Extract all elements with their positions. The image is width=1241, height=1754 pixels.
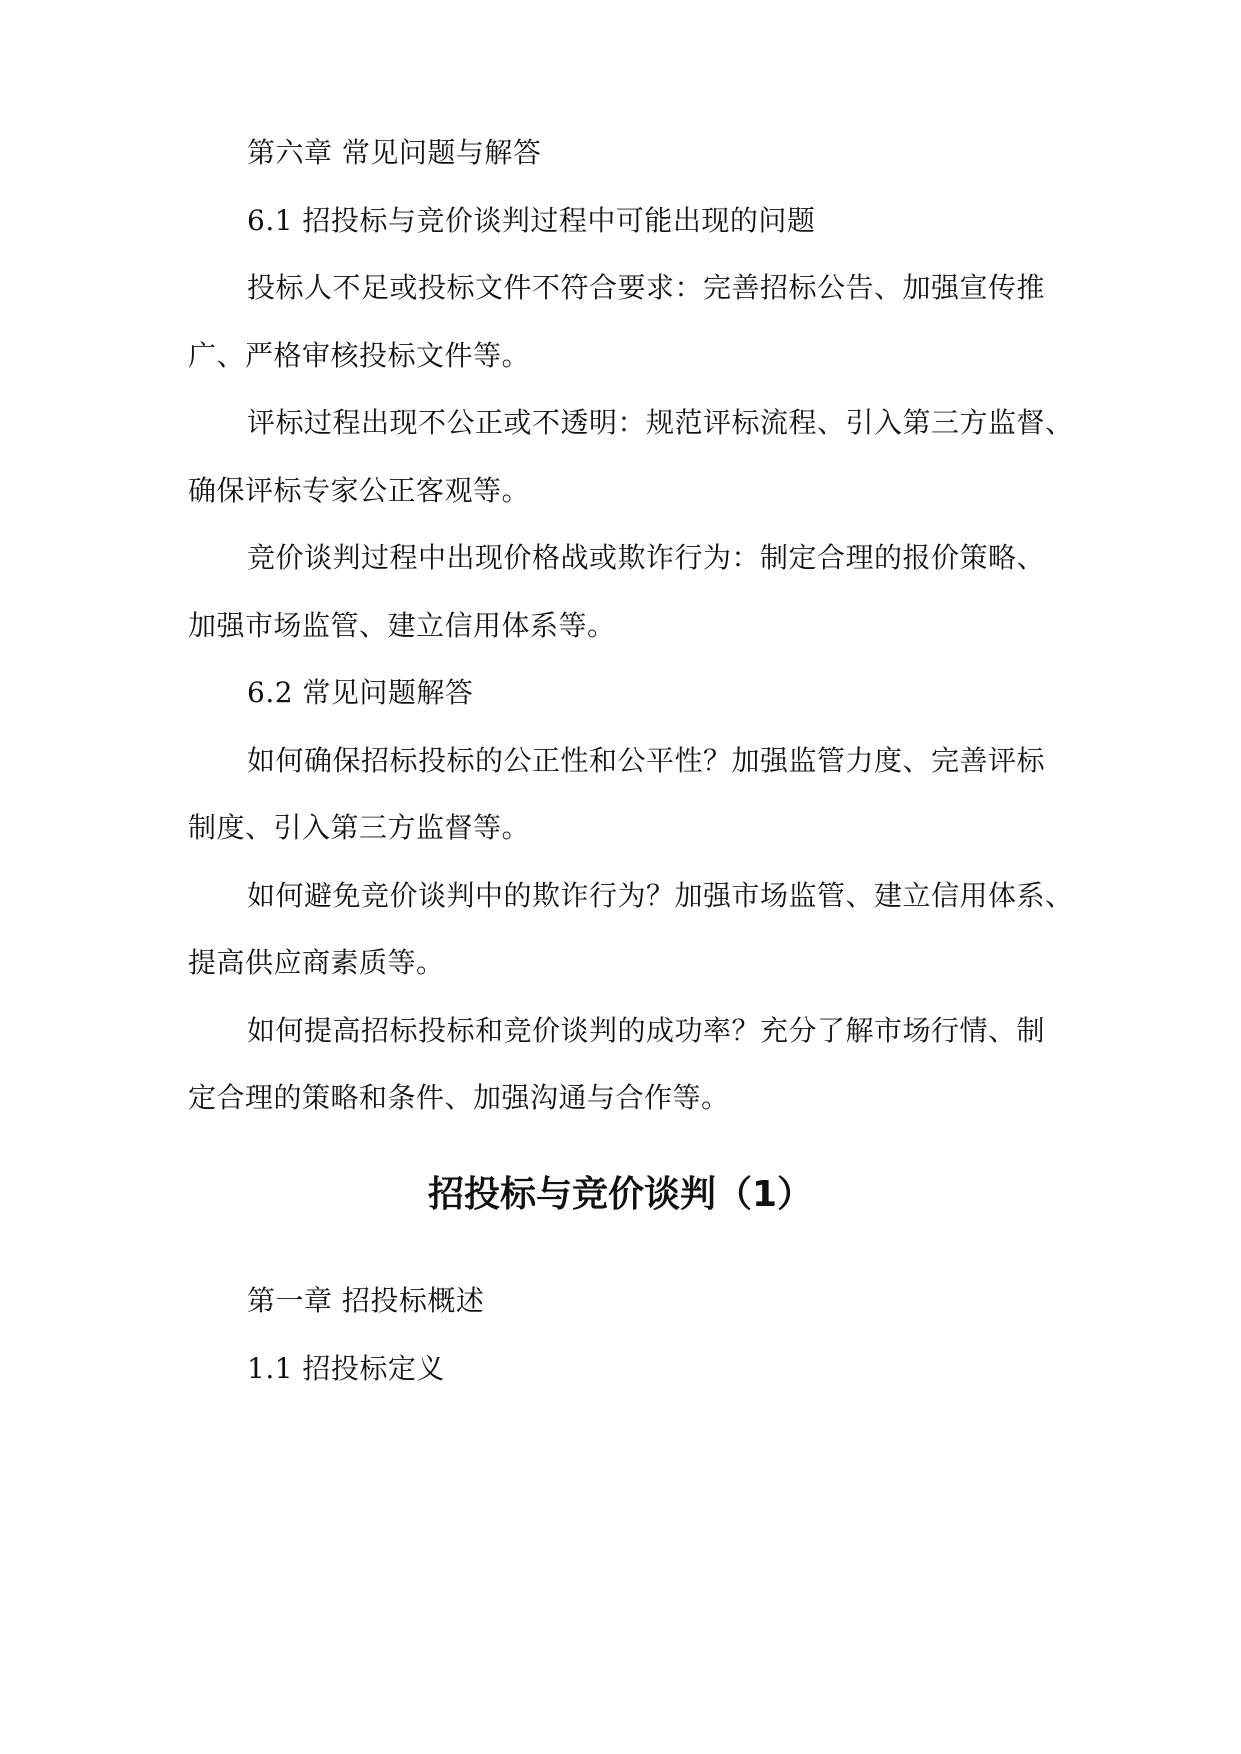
subsection-heading: 1.1 招投标定义	[247, 1352, 445, 1385]
paragraph-line: 如何避免竞价谈判中的欺诈行为？加强市场监管、建立信用体系、	[247, 879, 1074, 912]
paragraph-line: 如何确保招标投标的公正性和公平性？加强监管力度、完善评标	[247, 744, 1046, 777]
chapter-heading: 第一章 招投标概述	[247, 1284, 485, 1317]
paragraph-line: 如何提高招标投标和竞价谈判的成功率？充分了解市场行情、制	[247, 1014, 1046, 1047]
paragraph-line: 确保评标专家公正客观等。	[188, 474, 531, 507]
paragraph-line: 评标过程出现不公正或不透明：规范评标流程、引入第三方监督、	[247, 406, 1074, 439]
paragraph-line: 制度、引入第三方监督等。	[188, 811, 531, 844]
paragraph-line: 提高供应商素质等。	[188, 946, 445, 979]
paragraph-line: 定合理的策略和条件、加强沟通与合作等。	[188, 1081, 730, 1114]
paragraph-line: 广、严格审核投标文件等。	[188, 339, 531, 372]
paragraph-line: 加强市场监管、建立信用体系等。	[188, 609, 616, 642]
subsection-heading: 6.2 常见问题解答	[247, 676, 474, 709]
paragraph-line: 投标人不足或投标文件不符合要求：完善招标公告、加强宣传推	[247, 271, 1046, 304]
chapter-heading: 第六章 常见问题与解答	[247, 136, 542, 169]
paragraph-line: 竞价谈判过程中出现价格战或欺诈行为：制定合理的报价策略、	[247, 541, 1046, 574]
subsection-heading: 6.1 招投标与竞价谈判过程中可能出现的问题	[247, 204, 816, 237]
document-title: 招投标与竞价谈判（1）	[427, 1174, 814, 1215]
